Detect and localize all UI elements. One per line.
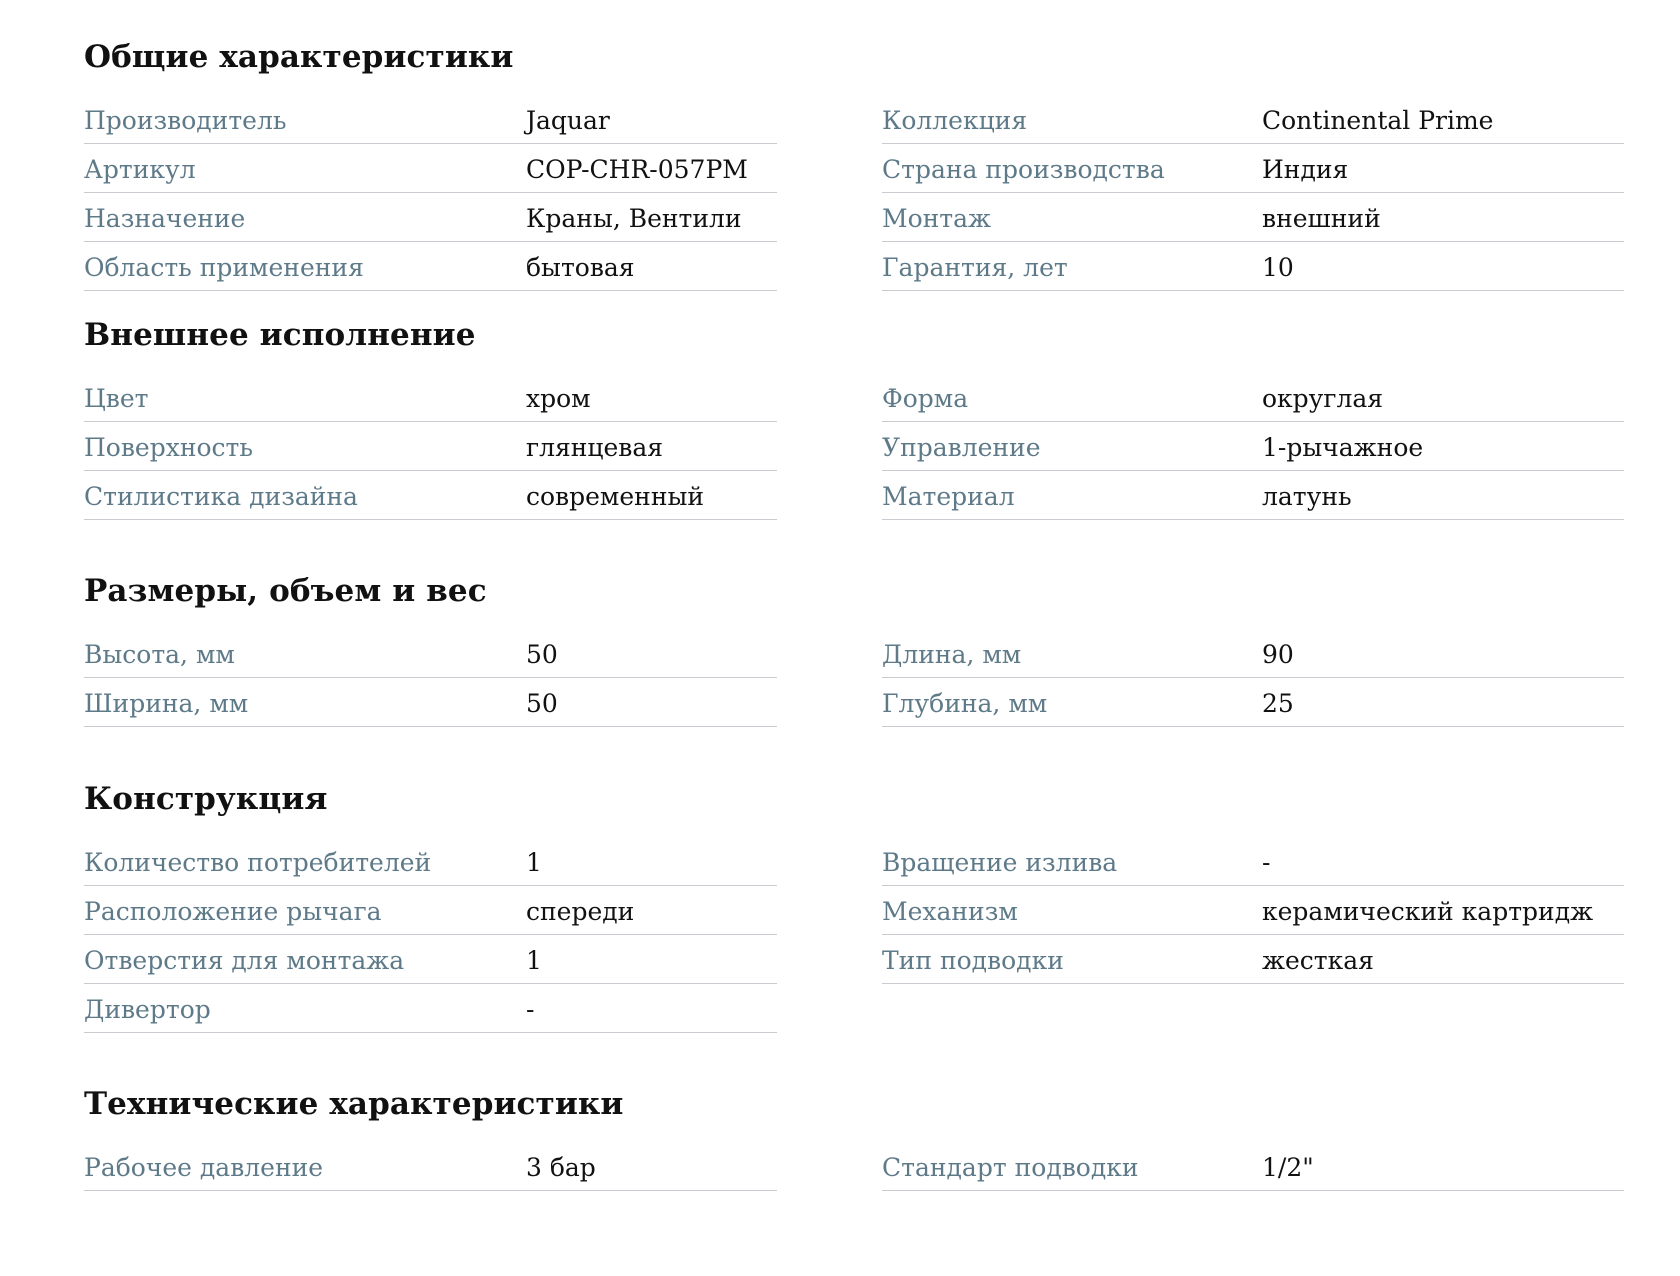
spec-value: современный [526, 481, 705, 511]
spec-label: Артикул [84, 154, 196, 184]
section-title: Технические характеристики [84, 1086, 624, 1122]
spec-value: 1/2" [1262, 1152, 1314, 1182]
spec-value: жесткая [1262, 945, 1374, 975]
spec-label: Назначение [84, 203, 246, 233]
spec-value: глянцевая [526, 432, 664, 462]
spec-column-right [882, 95, 1624, 291]
section-dimensions [84, 564, 1624, 772]
spec-value: 1 [526, 945, 542, 975]
spec-label: Ширина, мм [84, 688, 249, 718]
spec-row [84, 886, 777, 935]
spec-label: Расположение рычага [84, 896, 382, 926]
section-title: Размеры, объем и вес [84, 573, 487, 609]
spec-row [882, 95, 1624, 144]
spec-label: Механизм [882, 896, 1018, 926]
spec-row [84, 1142, 777, 1191]
spec-value: спереди [526, 896, 635, 926]
spec-label: Управление [882, 432, 1041, 462]
spec-value: хром [526, 383, 591, 413]
section-body [84, 1132, 1624, 1212]
spec-row [882, 144, 1624, 193]
spec-column-left [84, 629, 777, 727]
spec-row [84, 471, 777, 520]
spec-row [84, 935, 777, 984]
spec-label: Форма [882, 383, 969, 413]
section-title: Внешнее исполнение [84, 317, 476, 353]
spec-label: Высота, мм [84, 639, 235, 669]
spec-column-left [84, 373, 777, 520]
spec-label: Вращение излива [882, 847, 1118, 877]
spec-row [882, 678, 1624, 727]
spec-row [882, 1142, 1624, 1191]
spec-row [84, 984, 777, 1033]
section-body [84, 85, 1624, 308]
section-construction [84, 772, 1624, 1077]
section-title: Конструкция [84, 781, 328, 817]
spec-label: Стандарт подводки [882, 1152, 1139, 1182]
spec-label: Глубина, мм [882, 688, 1048, 718]
spec-column-left [84, 95, 777, 291]
spec-value: бытовая [526, 252, 635, 282]
spec-value: 1-рычажное [1262, 432, 1424, 462]
spec-label: Поверхность [84, 432, 253, 462]
spec-label: Гарантия, лет [882, 252, 1068, 282]
spec-label: Материал [882, 481, 1015, 511]
spec-row [882, 837, 1624, 886]
spec-value: 3 бар [526, 1152, 596, 1182]
spec-label: Коллекция [882, 105, 1028, 135]
spec-label: Длина, мм [882, 639, 1022, 669]
spec-row [882, 422, 1624, 471]
spec-row [882, 886, 1624, 935]
spec-label: Монтаж [882, 203, 992, 233]
spec-value: округлая [1262, 383, 1384, 413]
spec-row [84, 242, 777, 291]
section-technical [84, 1077, 1624, 1212]
spec-value: Jaquar [526, 105, 610, 135]
spec-value: 10 [1262, 252, 1294, 282]
spec-column-right [882, 1142, 1624, 1191]
spec-value: - [526, 994, 535, 1024]
spec-label: Рабочее давление [84, 1152, 324, 1182]
spec-value: 25 [1262, 688, 1294, 718]
spec-value: Continental Prime [1262, 105, 1494, 135]
section-body [84, 363, 1624, 564]
spec-column-right [882, 373, 1624, 520]
spec-column-left [84, 837, 777, 1033]
section-body [84, 827, 1624, 1077]
spec-row [84, 422, 777, 471]
spec-row [882, 471, 1624, 520]
spec-row [882, 242, 1624, 291]
spec-label: Область применения [84, 252, 364, 282]
spec-value: - [1262, 847, 1271, 877]
section-body [84, 619, 1624, 772]
spec-value: латунь [1262, 481, 1352, 511]
spec-label: Стилистика дизайна [84, 481, 358, 511]
spec-label: Цвет [84, 383, 149, 413]
spec-label: Тип подводки [882, 945, 1064, 975]
spec-value: внешний [1262, 203, 1381, 233]
spec-row [882, 935, 1624, 984]
spec-label: Количество потребителей [84, 847, 432, 877]
spec-label: Страна производства [882, 154, 1165, 184]
spec-label: Отверстия для монтажа [84, 945, 405, 975]
spec-row [84, 95, 777, 144]
spec-column-right [882, 629, 1624, 727]
section-general [84, 30, 1624, 308]
spec-value: Индия [1262, 154, 1349, 184]
specifications-page [84, 30, 1624, 1212]
spec-column-right [882, 837, 1624, 984]
spec-row [882, 373, 1624, 422]
spec-value: COP-CHR-057PM [526, 154, 748, 184]
spec-row [84, 193, 777, 242]
spec-column-left [84, 1142, 777, 1191]
section-title: Общие характеристики [84, 39, 514, 75]
spec-value: 1 [526, 847, 542, 877]
spec-value: 50 [526, 688, 558, 718]
section-appearance [84, 308, 1624, 564]
spec-value: 50 [526, 639, 558, 669]
spec-row [882, 193, 1624, 242]
spec-row [84, 678, 777, 727]
spec-value: керамический картридж [1262, 896, 1594, 926]
spec-row [84, 629, 777, 678]
spec-label: Производитель [84, 105, 287, 135]
spec-row [84, 144, 777, 193]
spec-label: Дивертор [84, 994, 211, 1024]
spec-value: 90 [1262, 639, 1294, 669]
spec-row [84, 373, 777, 422]
spec-value: Краны, Вентили [526, 203, 742, 233]
spec-row [84, 837, 777, 886]
spec-row [882, 629, 1624, 678]
